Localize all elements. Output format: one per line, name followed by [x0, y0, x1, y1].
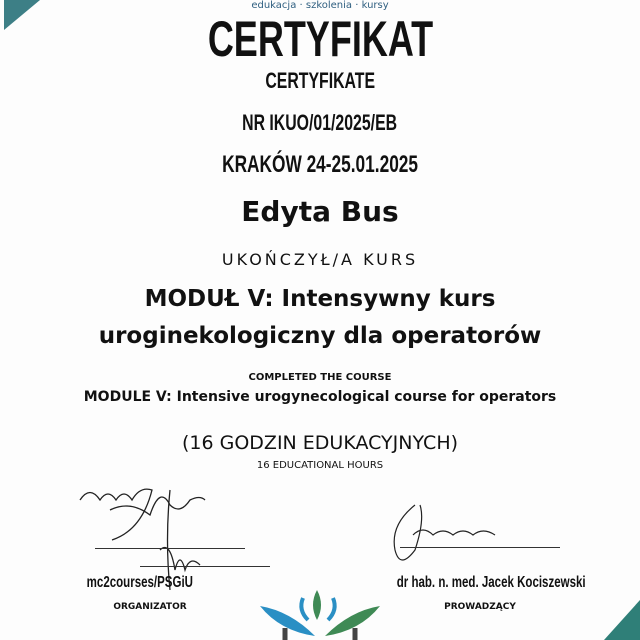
lecturer-signature-line: [400, 547, 560, 548]
certificate-number: NR IKUO/01/2025/EB: [242, 110, 398, 135]
course-title-en: MODULE V: Intensive urogynecological course for operators: [83, 389, 557, 405]
organization-logo: [255, 588, 385, 640]
certificate-subtitle: CERTYFIKATE: [265, 68, 375, 93]
lecturer-role: PROWADZĄCY: [444, 602, 516, 612]
corner-decoration-bottom-right: [604, 600, 640, 640]
organizer-name: mc2courses/PSGiU: [86, 574, 194, 591]
recipient-name: Edyta Bus: [241, 195, 399, 228]
organizer-role: ORGANIZATOR: [113, 602, 187, 612]
lecturer-signature: [385, 500, 515, 570]
header-tagline: edukacja · szkolenia · kursy: [251, 0, 389, 11]
course-title-pl-line2: uroginekologiczny dla operatorów: [98, 323, 542, 349]
hours-en: 16 EDUCATIONAL HOURS: [256, 460, 384, 471]
organizer-signature-line: [95, 548, 245, 549]
course-title-pl-line1: MODUŁ V: Intensywny kurs: [144, 286, 496, 312]
completed-label-pl: UKOŃCZYŁ/A KURS: [221, 250, 419, 269]
certificate-title: CERTYFIKAT: [207, 11, 433, 67]
hours-pl: (16 GODZIN EDUKACYJNYCH): [181, 432, 459, 454]
lecturer-name: dr hab. n. med. Jacek Kociszewski: [396, 574, 586, 591]
completed-label-en: COMPLETED THE COURSE: [248, 372, 392, 383]
place-date: KRAKÓW 24-25.01.2025: [222, 151, 418, 178]
organizer-signature-line-2: [140, 566, 270, 567]
